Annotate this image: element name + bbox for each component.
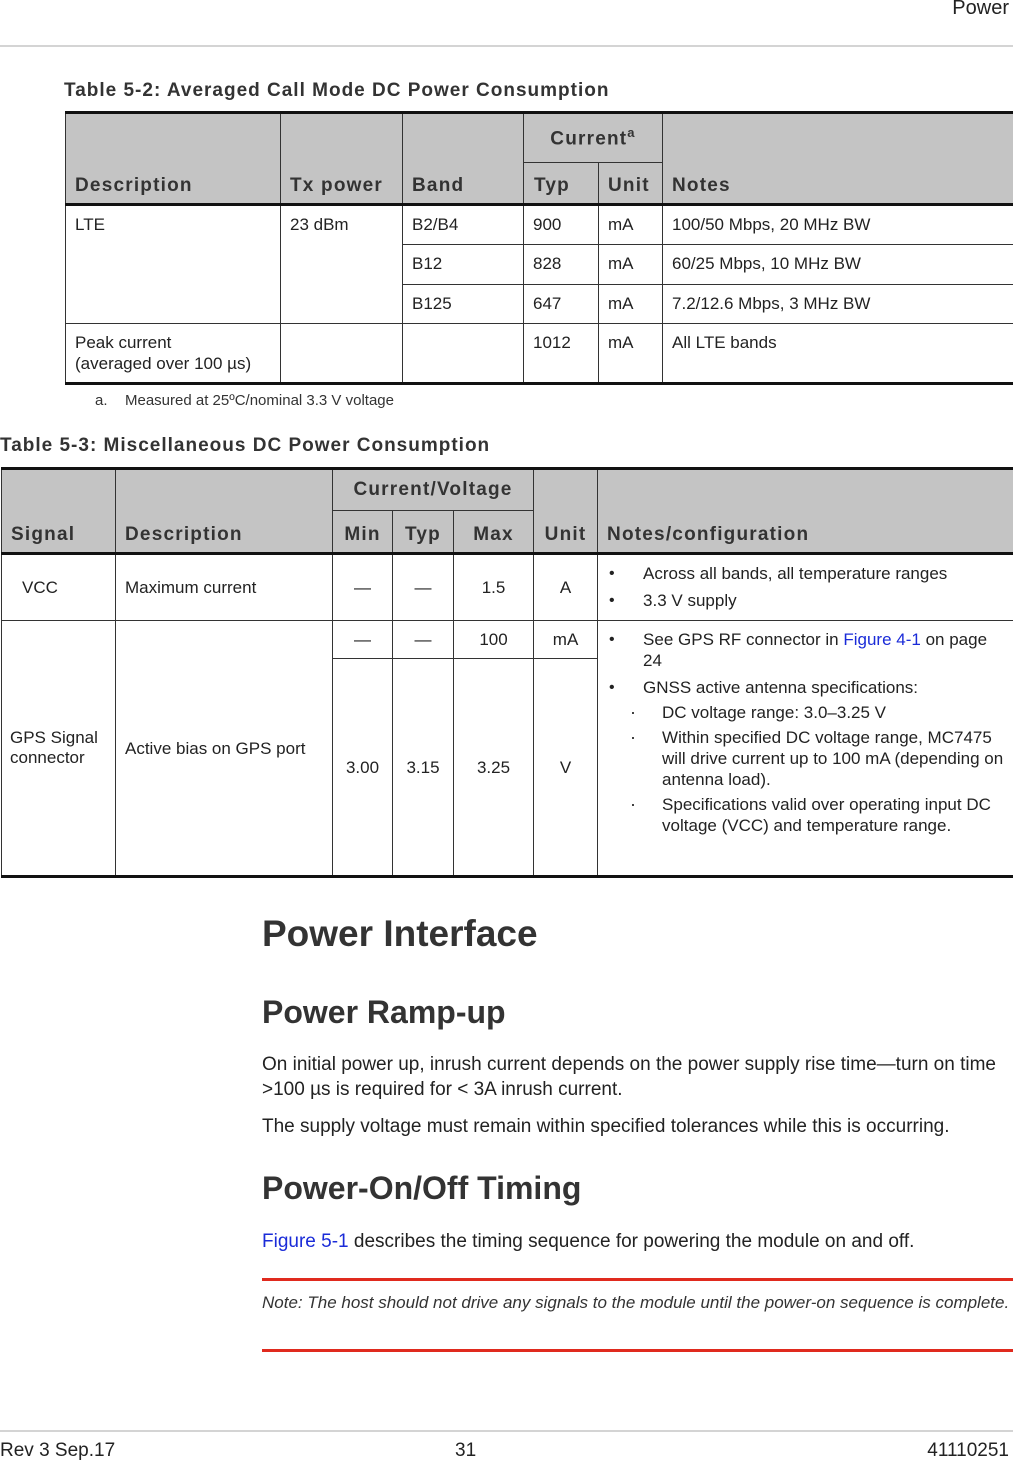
list-item: • GNSS active antenna specifications: · DC voltage range: 3.0–3.25 V · Within specified DC voltage range, MC7475 will drive current up to 100 mA (depending on antenna load). · Specifications valid over operating input DC voltage (VCC) and temperature range.: [607, 677, 1004, 836]
table-row: [66, 324, 1013, 384]
col-header-notes: Notes/configuration: [598, 469, 1013, 554]
table-5-3-caption: Table 5-3: Miscellaneous DC Power Consumption: [0, 435, 491, 456]
ramp-paragraph-1: On initial power up, inrush current depends on the power supply rise time—turn on time >100 µs is required for < 3A inrush current.: [262, 1054, 996, 1100]
section-title-power-interface: Power Interface: [262, 913, 538, 954]
table-5-2-footnote: a. Measured at 25ºC/nominal 3.3 V voltage: [95, 392, 394, 409]
cell-unit: mA: [599, 285, 663, 324]
cell-notes: All LTE bands: [663, 324, 1013, 384]
cell-notes: 100/50 Mbps, 20 MHz BW: [663, 205, 1013, 245]
list-item: • See GPS RF connector in Figure 4-1 on page 24: [607, 629, 1004, 671]
footnote-ref: a: [627, 125, 636, 141]
page-header-title: Power: [952, 0, 1009, 19]
cell-typ: 1012: [524, 324, 599, 384]
footer-page-number: 31: [455, 1440, 477, 1461]
cell-notes: [598, 554, 1013, 621]
col-header-typ: Typ: [393, 511, 454, 554]
table-row: [2, 621, 1013, 659]
footer-divider: [0, 1430, 1013, 1432]
cell-min: —: [333, 621, 393, 659]
cell-typ: 647: [524, 285, 599, 324]
sub-list-item: · Within specified DC voltage range, MC7475 will drive current up to 100 mA (depending on antenna load).: [607, 727, 1004, 790]
note-top-rule: [262, 1278, 1013, 1281]
cell-typ: 3.15: [393, 659, 454, 877]
cell-unit: mA: [599, 245, 663, 285]
cell-band: B125: [403, 285, 524, 324]
note-bottom-rule: [262, 1349, 1013, 1352]
note-text: Note: The host should not drive any signals to the module until the power-on sequence is complete.: [262, 1293, 1010, 1312]
cell-notes: 60/25 Mbps, 10 MHz BW: [663, 245, 1013, 285]
cell-band: [403, 324, 524, 384]
cell-description: Active bias on GPS port: [116, 621, 333, 877]
col-header-description: Description: [116, 469, 333, 554]
cell-description: LTE: [66, 205, 281, 324]
cell-tx-power: 23 dBm: [281, 205, 403, 324]
cell-max: 100: [454, 621, 534, 659]
cell-min: —: [333, 554, 393, 621]
cell-signal: GPS Signal connector: [2, 621, 116, 877]
sub-list-item: · Specifications valid over operating input DC voltage (VCC) and temperature range.: [607, 794, 1004, 836]
figure-5-1-link[interactable]: Figure 5-1: [262, 1231, 349, 1252]
col-header-notes: Notes: [663, 113, 1013, 205]
table-row: [66, 205, 1013, 245]
cell-typ: —: [393, 621, 454, 659]
cell-typ: 828: [524, 245, 599, 285]
cell-description: Maximum current: [116, 554, 333, 621]
col-header-current: Current$^a$: [524, 113, 663, 163]
cell-unit: mA: [599, 324, 663, 384]
col-header-typ: Typ: [524, 163, 599, 205]
cell-min: 3.00: [333, 659, 393, 877]
col-header-unit: Unit: [534, 469, 598, 554]
col-header-signal: Signal: [2, 469, 116, 554]
col-header-tx-power: Tx power: [281, 113, 403, 205]
cell-max: 3.25: [454, 659, 534, 877]
col-header-min: Min: [333, 511, 393, 554]
table-row: [2, 554, 1013, 621]
cell-tx-power: [281, 324, 403, 384]
cell-unit: V: [534, 659, 598, 877]
cell-notes: 7.2/12.6 Mbps, 3 MHz BW: [663, 285, 1013, 324]
cell-signal: VCC: [2, 554, 116, 621]
footer-revision: Rev 3 Sep.17: [0, 1440, 116, 1461]
cell-max: 1.5: [454, 554, 534, 621]
section-title-power-on-off-timing: Power-On/Off Timing: [262, 1170, 582, 1206]
sub-list-item: · DC voltage range: 3.0–3.25 V: [607, 702, 1004, 723]
cell-unit: A: [534, 554, 598, 621]
footer-doc-number: 41110251: [927, 1440, 1009, 1461]
table-5-3: [1, 467, 1013, 878]
timing-paragraph: Figure 5-1 describes the timing sequence for powering the module on and off.: [262, 1231, 915, 1252]
col-header-max: Max: [454, 511, 534, 554]
list-item: • Across all bands, all temperature ranges: [607, 563, 1004, 584]
header-divider: [0, 45, 1013, 47]
cell-typ: —: [393, 554, 454, 621]
list-item: • 3.3 V supply: [607, 590, 1004, 611]
col-header-unit: Unit: [599, 163, 663, 205]
ramp-paragraph-2: The supply voltage must remain within specified tolerances while this is occurring.: [262, 1116, 950, 1137]
col-header-description: Description: [66, 113, 281, 205]
figure-4-1-link[interactable]: Figure 4-1: [843, 630, 921, 649]
cell-typ: 900: [524, 205, 599, 245]
cell-unit: mA: [599, 205, 663, 245]
section-title-power-ramp-up: Power Ramp-up: [262, 994, 506, 1030]
table-5-2-caption: Table 5-2: Averaged Call Mode DC Power Consumption: [64, 80, 610, 101]
cell-band: B12: [403, 245, 524, 285]
cell-notes: [598, 621, 1013, 877]
table-5-2: [65, 111, 1013, 385]
cell-band: B2/B4: [403, 205, 524, 245]
col-header-band: Band: [403, 113, 524, 205]
cell-description: Peak current (averaged over 100 µs): [66, 324, 281, 384]
col-header-current-voltage: Current/Voltage: [333, 469, 534, 511]
cell-unit: mA: [534, 621, 598, 659]
